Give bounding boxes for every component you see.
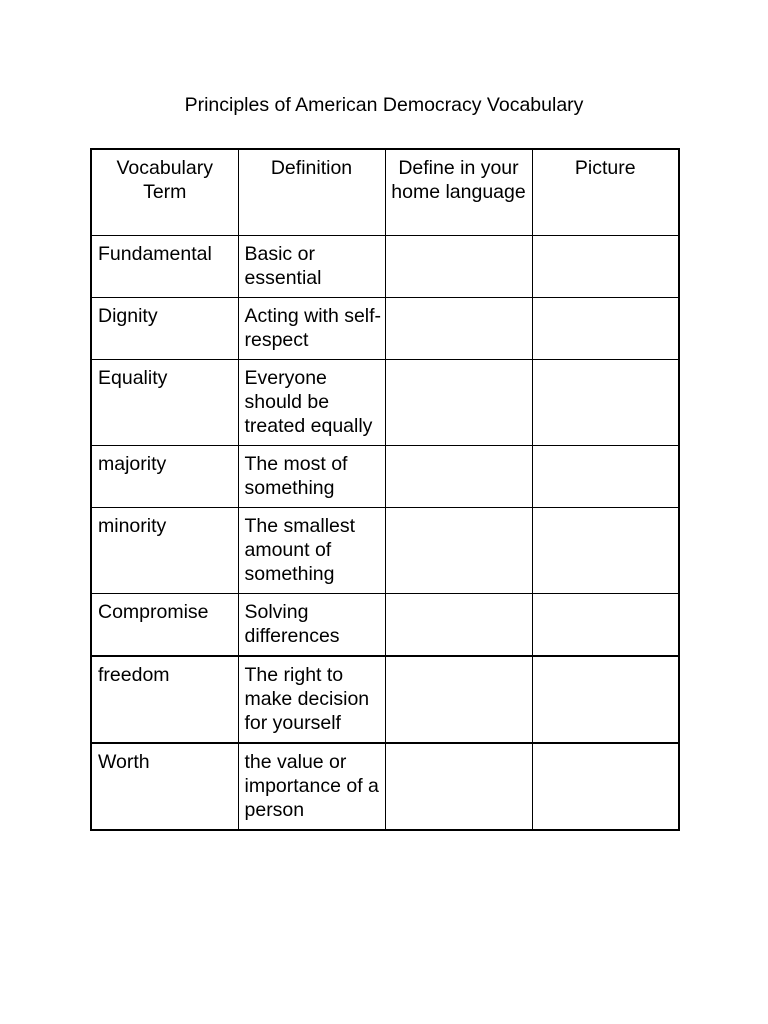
definition-cell: The right to make decision for yourself [238,656,385,743]
picture-cell[interactable] [532,594,679,657]
picture-cell[interactable] [532,236,679,298]
picture-cell[interactable] [532,743,679,830]
term-cell: Equality [91,360,238,446]
definition-cell: the value or importance of a person [238,743,385,830]
table-row [91,298,679,360]
picture-cell[interactable] [532,360,679,446]
home-language-cell[interactable] [385,594,532,657]
definition-cell: Acting with self-respect [238,298,385,360]
table-row [91,508,679,594]
picture-cell[interactable] [532,446,679,508]
home-language-cell[interactable] [385,446,532,508]
definition-cell: The most of something [238,446,385,508]
header-home-language: Define in your home language [385,149,532,236]
home-language-cell[interactable] [385,360,532,446]
header-vocabulary-term: Vocabulary Term [91,149,238,236]
definition-cell: The smallest amount of something [238,508,385,594]
term-cell: minority [91,508,238,594]
home-language-cell[interactable] [385,236,532,298]
header-picture: Picture [532,149,679,236]
home-language-cell[interactable] [385,656,532,743]
home-language-cell[interactable] [385,508,532,594]
term-cell: Worth [91,743,238,830]
header-definition: Definition [238,149,385,236]
definition-cell: Basic or essential [238,236,385,298]
term-cell: Dignity [91,298,238,360]
term-cell: Fundamental [91,236,238,298]
table-row [91,236,679,298]
picture-cell[interactable] [532,298,679,360]
table-row [91,594,679,657]
picture-cell[interactable] [532,656,679,743]
definition-cell: Everyone should be treated equally [238,360,385,446]
term-cell: Compromise [91,594,238,657]
term-cell: majority [91,446,238,508]
table-header-row [91,149,679,236]
table-row [91,360,679,446]
table-row [91,743,679,830]
table-row [91,656,679,743]
term-cell: freedom [91,656,238,743]
definition-cell: Solving differences [238,594,385,657]
table-row [91,446,679,508]
home-language-cell[interactable] [385,298,532,360]
page-title: Principles of American Democracy Vocabulary [184,94,584,116]
vocabulary-table [90,148,680,831]
picture-cell[interactable] [532,508,679,594]
home-language-cell[interactable] [385,743,532,830]
